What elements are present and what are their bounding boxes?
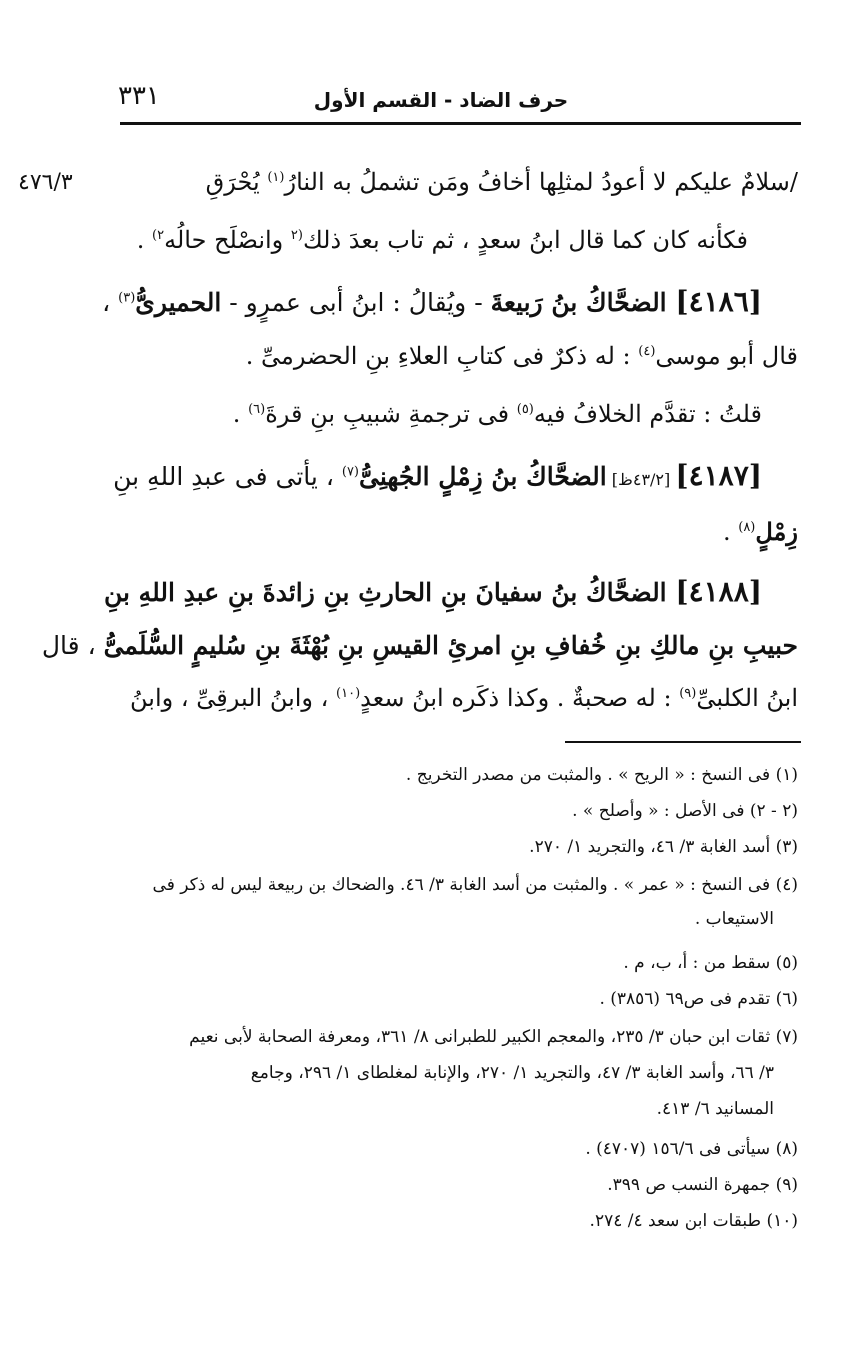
poem-text-end: يُحْرَقِ	[205, 168, 268, 196]
body-text: .	[722, 518, 739, 546]
footnote-ref: (٦)	[248, 402, 266, 417]
entry-4188-lineage	[42, 624, 798, 668]
body-line	[723, 510, 798, 554]
footnote-separator	[565, 741, 801, 743]
margin-volume-reference: ٤٧٦/٣	[18, 170, 73, 195]
entry-number: [٤١٨٨]	[675, 575, 762, 608]
footnote-ref: (١٠)	[336, 686, 361, 701]
footnote-ref: (٨)	[738, 520, 756, 535]
footnote-ref: (١)	[267, 170, 285, 185]
footnote-7: (٧) ثقات ابن حبان ٣/ ٢٣٥، والمعجم الكبير للطبرانى ٨/ ٣٦١، ومعرفة الصحابة لأبى نعيم	[189, 1027, 798, 1047]
entry-nisba: الحميرىُّ	[135, 288, 222, 317]
body-text: ،	[102, 288, 119, 317]
page-number: ٣٣١	[118, 81, 160, 111]
entry-name: الضحَّاكُ بنُ رَبيعةَ	[490, 288, 676, 317]
entry-lineage: حبيبِ بنِ مالكِ بنِ خُفافِ بنِ امرئِ القيسِ بنِ بُهْثَةَ بنِ سُليمٍ السُّلَمىُّ	[103, 631, 798, 660]
footnote-ref: (٤)	[638, 344, 656, 359]
footnote-10: (١٠) طبقات ابن سعد ٤/ ٢٧٤.	[589, 1211, 798, 1231]
footnote-9: (٩) جمهرة النسب ص ٣٩٩.	[607, 1175, 798, 1195]
footnote-4-continued: الاستيعاب .	[694, 909, 774, 929]
footnote-7-end: المسانيد ٦/ ٤١٣.	[656, 1099, 774, 1119]
body-text: فكأنه كان كما قال ابنُ سعدٍ ، ثم تاب بعدَ ذلك	[302, 226, 748, 254]
body-text: ، قال	[41, 631, 104, 660]
footnote-5: (٥) سقط من : أ، ب، م .	[623, 953, 798, 973]
entry-number: [٤١٨٧]	[675, 459, 762, 492]
footnote-4: (٤) فى النسخ : « عمر » . والمثبت من أسد الغابة ٣/ ٤٦. والضحاك بن ربيعة ليس له ذكر فى	[152, 875, 798, 895]
body-text: : له صحبةٌ . وكذا ذكَره ابنُ سعدٍ	[360, 684, 680, 712]
body-line	[246, 334, 798, 378]
body-text: ، يأتى فى عبدِ اللهِ بنِ	[113, 462, 342, 491]
body-text: ، وابنُ البرقِىِّ ، وابنُ	[130, 684, 337, 712]
entry-name: الضحَّاكُ بنُ سفيانَ بنِ الحارثِ بنِ زائدةَ بنِ عبدِ اللهِ بنِ	[103, 578, 676, 607]
header-rule	[120, 122, 801, 125]
body-line	[233, 392, 762, 436]
body-text: ابنُ الكلبىِّ	[696, 684, 798, 712]
body-text: قلتُ : تقدَّم الخلافُ فيه	[533, 400, 762, 428]
body-text: فى ترجمةِ شبيبِ بنِ قرةَ	[265, 400, 517, 428]
footnote-2: (٢ - ٢) فى الأصل : « وأصلح » .	[572, 801, 798, 821]
footnote-ref: (٩)	[679, 686, 697, 701]
footnote-6: (٦) تقدم فى ص٦٩ (٣٨٥٦) .	[599, 989, 798, 1009]
entry-alt-name: - ويُقالُ : ابنُ أبى عمرٍو -	[221, 288, 491, 317]
entry-4186-heading	[102, 280, 762, 324]
running-header-title: حرف الضاد - القسم الأول	[313, 88, 569, 112]
body-text: : له ذكرٌ فى كتابِ العلاءِ بنِ الحضرمىِّ .	[245, 342, 639, 370]
body-text: زِمْلٍ	[755, 517, 798, 546]
body-line	[137, 218, 748, 262]
footnote-ref: ٢)	[152, 228, 165, 243]
entry-number: [٤١٨٦]	[675, 285, 762, 318]
footnote-ref: (٥)	[516, 402, 534, 417]
body-text: .	[232, 400, 249, 428]
footnote-3: (٣) أسد الغابة ٣/ ٤٦، والتجريد ١/ ٢٧٠.	[529, 837, 798, 857]
footnote-ref: (٧)	[341, 464, 359, 480]
footnote-7-continued: ٣/ ٦٦، وأسد الغابة ٣/ ٤٧، والتجريد ١/ ٢٧٠، والإنابة لمغلطاى ١/ ٢٩٦، وجامع	[250, 1063, 774, 1083]
poem-text: /سلامٌ عليكم لا أعودُ لمثلِها أخافُ ومَن تشملُ به النارُ	[284, 168, 798, 196]
footnote-8: (٨) سيأتى فى ١٥٦/٦ (٤٧٠٧) .	[585, 1139, 798, 1159]
body-text: قال أبو موسى	[655, 342, 798, 370]
footnote-ref: (٢	[290, 228, 303, 243]
entry-4187-heading	[113, 454, 762, 498]
poem-line	[206, 160, 798, 204]
body-line	[130, 676, 798, 720]
entry-name: الضحَّاكُ بنُ زِمْلٍ الجُهنِىُّ	[359, 462, 607, 491]
footnote-ref: (٣)	[118, 290, 136, 306]
footnote-1: (١) فى النسخ : « الريح » . والمثبت من مصدر التخريج .	[405, 765, 798, 785]
body-text: وانصْلَح حالُه	[164, 226, 291, 254]
manuscript-folio-ref: [٤٣/٢ظ]	[606, 470, 676, 489]
entry-4188-heading	[104, 570, 762, 614]
body-text: .	[136, 226, 153, 254]
